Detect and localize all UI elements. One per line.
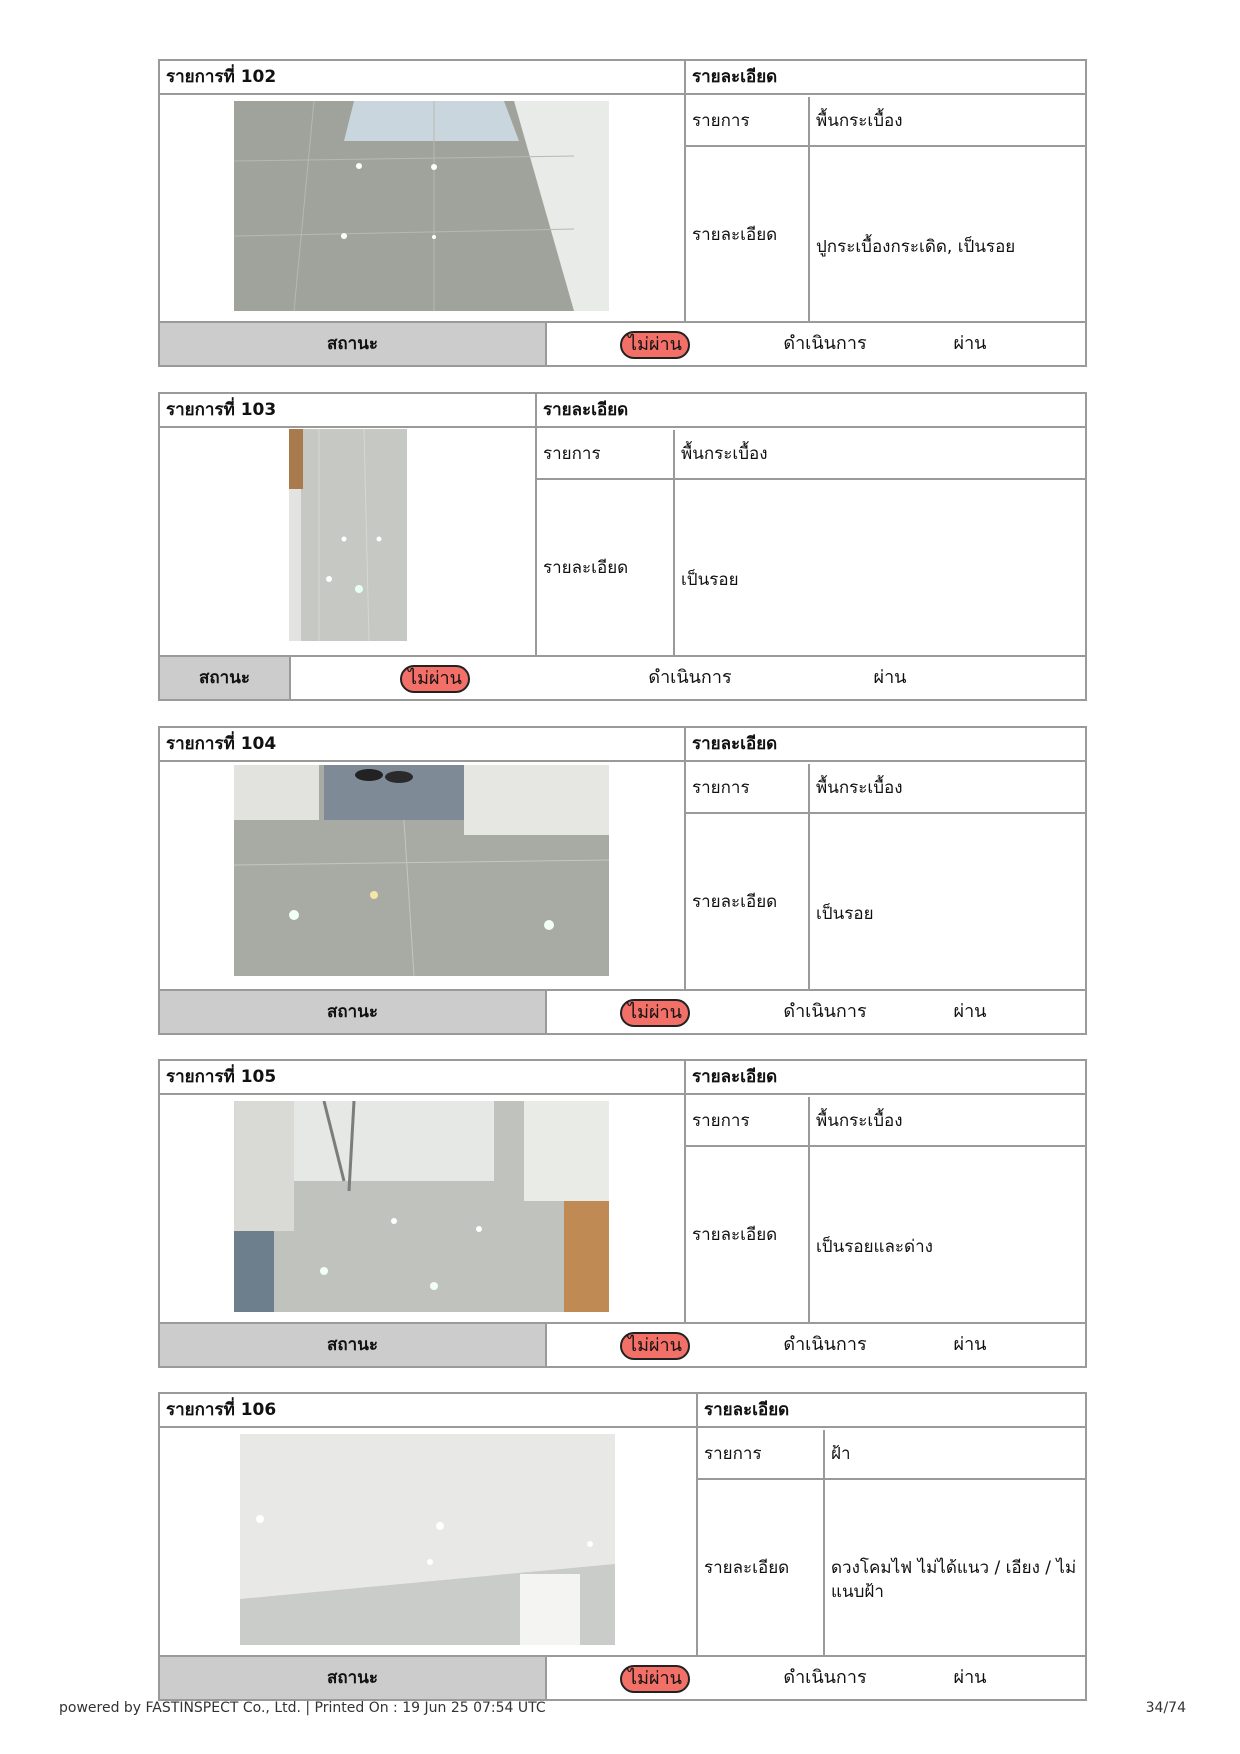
item-number-header: รายการที่ 106: [160, 1394, 698, 1428]
detail-value: เป็นรอย: [816, 904, 874, 924]
photo-cell: [160, 1095, 686, 1324]
item-value: ฝ้า: [831, 1444, 851, 1464]
detail-header: รายละเอียด: [537, 394, 1085, 428]
inspection-card-104: [158, 726, 1087, 1035]
item-value: พื้นกระเบื้อง: [816, 778, 903, 798]
status-option-pass[interactable]: ผ่าน: [953, 1001, 987, 1022]
status-row: [160, 989, 1085, 1033]
status-option-in-progress[interactable]: ดำเนินการ: [783, 333, 867, 354]
status-row: [160, 321, 1085, 365]
inspection-card-106: [158, 1392, 1087, 1701]
inspection-photo[interactable]: [234, 765, 609, 976]
item-value: พื้นกระเบื้อง: [681, 444, 768, 464]
status-option-pass[interactable]: ผ่าน: [873, 667, 907, 688]
inspection-card-102: [158, 59, 1087, 367]
item-label: รายการ: [537, 430, 675, 478]
status-row: [160, 655, 1085, 699]
status-label: สถานะ: [160, 1657, 547, 1699]
detail-header: รายละเอียด: [698, 1394, 1085, 1428]
detail-value: ดวงโคมไฟ ไม่ได้แนว / เอียง / ไม่แนบฝ้า: [831, 1558, 1077, 1602]
detail-value: เป็นรอย: [681, 570, 739, 590]
status-option-pass[interactable]: ผ่าน: [953, 1334, 987, 1355]
status-option-in-progress[interactable]: ดำเนินการ: [648, 667, 732, 688]
status-row: [160, 1655, 1085, 1699]
item-value: พื้นกระเบื้อง: [816, 1111, 903, 1131]
fail-badge: ไม่ผ่าน: [620, 331, 690, 359]
detail-label: รายละเอียด: [537, 480, 675, 657]
item-number-header: รายการที่ 103: [160, 394, 537, 428]
photo-cell: [160, 428, 537, 657]
inspection-card-103: [158, 392, 1087, 701]
status-option-in-progress[interactable]: ดำเนินการ: [783, 1667, 867, 1688]
inspection-photo[interactable]: [240, 1434, 615, 1645]
inspection-photo[interactable]: [234, 1101, 609, 1312]
status-label: สถานะ: [160, 991, 547, 1033]
fail-badge: ไม่ผ่าน: [620, 1332, 690, 1360]
inspection-photo[interactable]: [234, 101, 609, 311]
item-value: พื้นกระเบื้อง: [816, 111, 903, 131]
detail-label: รายละเอียด: [686, 814, 810, 991]
status-label: สถานะ: [160, 323, 547, 365]
status-label: สถานะ: [160, 657, 291, 699]
status-option-fail[interactable]: [370, 657, 500, 700]
status-option-fail[interactable]: [590, 1324, 720, 1367]
status-option-pass[interactable]: ผ่าน: [953, 1667, 987, 1688]
status-option-in-progress[interactable]: ดำเนินการ: [783, 1334, 867, 1355]
detail-value: เป็นรอยและด่าง: [816, 1237, 933, 1257]
status-option-in-progress[interactable]: ดำเนินการ: [783, 1001, 867, 1022]
photo-cell: [160, 762, 686, 991]
status-option-fail[interactable]: [590, 1657, 720, 1700]
item-label: รายการ: [686, 764, 810, 812]
footer-print-info: powered by FASTINSPECT Co., Ltd. | Printed On : 19 Jun 25 07:54 UTC: [59, 1700, 546, 1716]
inspection-photo[interactable]: [289, 429, 407, 641]
detail-label: รายละเอียด: [698, 1480, 825, 1657]
status-option-fail[interactable]: [590, 323, 720, 366]
fail-badge: ไม่ผ่าน: [620, 1665, 690, 1693]
item-number-header: รายการที่ 105: [160, 1061, 686, 1095]
page-number: 34/74: [1145, 1700, 1186, 1716]
fail-badge: ไม่ผ่าน: [620, 999, 690, 1027]
item-label: รายการ: [686, 1097, 810, 1145]
detail-header: รายละเอียด: [686, 1061, 1085, 1095]
detail-value: ปูกระเบื้องกระเดิด, เป็นรอย: [816, 237, 1016, 257]
detail-header: รายละเอียด: [686, 61, 1085, 95]
item-label: รายการ: [686, 97, 810, 145]
detail-label: รายละเอียด: [686, 1147, 810, 1324]
item-number-header: รายการที่ 104: [160, 728, 686, 762]
inspection-card-105: [158, 1059, 1087, 1368]
status-option-fail[interactable]: [590, 991, 720, 1034]
status-row: [160, 1322, 1085, 1366]
detail-header: รายละเอียด: [686, 728, 1085, 762]
detail-label: รายละเอียด: [686, 147, 810, 323]
photo-cell: [160, 1428, 698, 1657]
photo-cell: [160, 95, 686, 323]
status-option-pass[interactable]: ผ่าน: [953, 333, 987, 354]
status-label: สถานะ: [160, 1324, 547, 1366]
fail-badge: ไม่ผ่าน: [400, 665, 470, 693]
item-number-header: รายการที่ 102: [160, 61, 686, 95]
item-label: รายการ: [698, 1430, 825, 1478]
